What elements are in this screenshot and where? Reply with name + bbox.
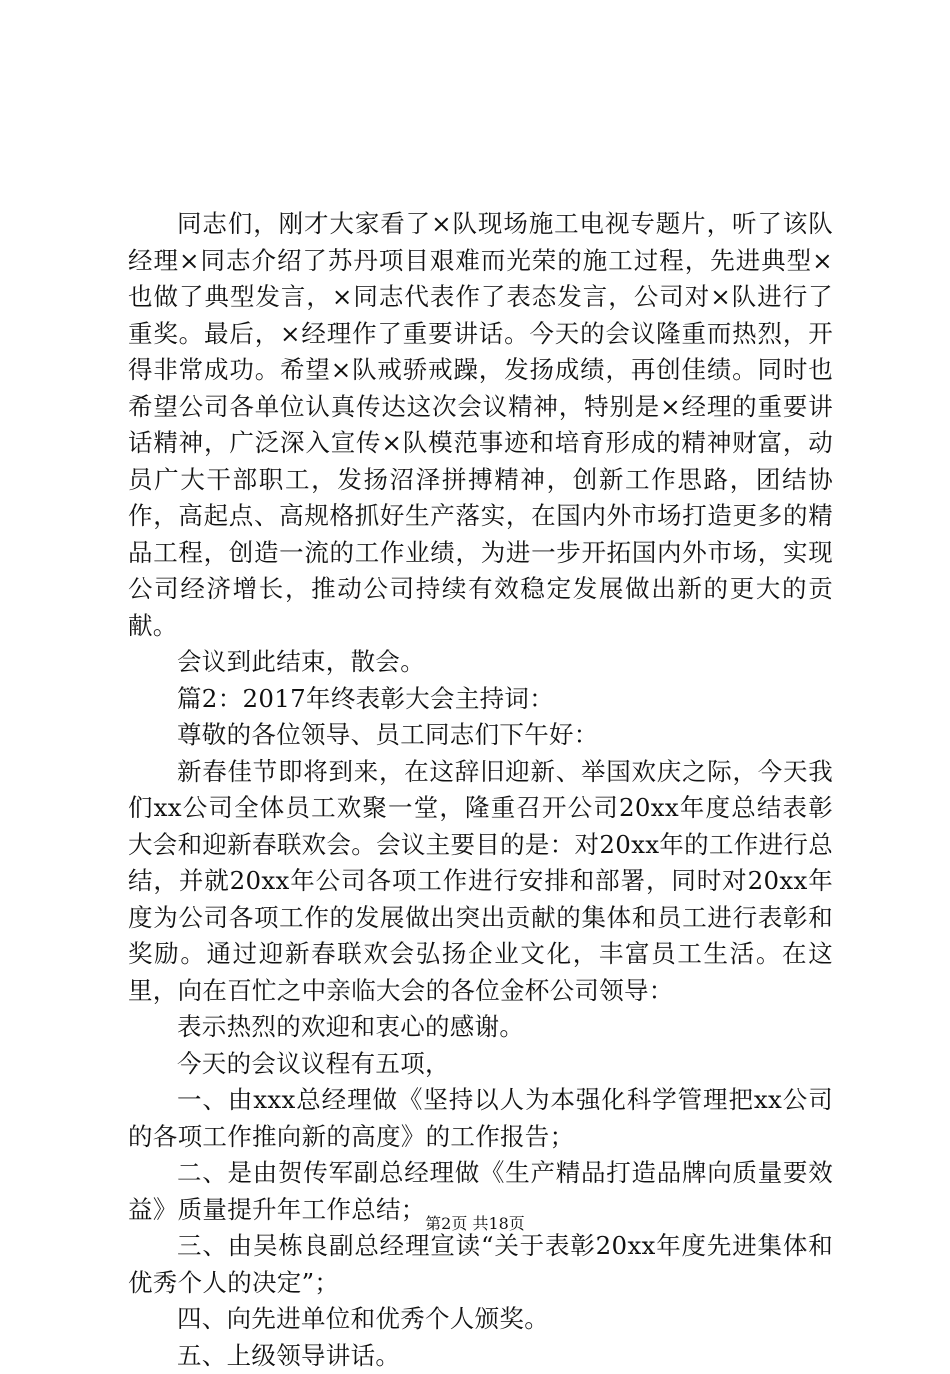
document-body [128,206,833,1374]
paragraph-greeting: 尊敬的各位领导、员工同志们下午好： [128,717,833,754]
paragraph-welcome: 表示热烈的欢迎和衷心的感谢。 [128,1009,833,1046]
agenda-item-4: 四、向先进单位和优秀个人颁奖。 [128,1301,833,1338]
section-heading: 篇2：2017年终表彰大会主持词： [128,681,833,718]
agenda-item-3: 三、由吴栋良副总经理宣读“关于表彰20xx年度先进集体和优秀个人的决定”； [128,1228,833,1301]
agenda-item-1: 一、由xxx总经理做《坚持以人为本强化科学管理把xx公司的各项工作推向新的高度》的工作报告； [128,1082,833,1155]
paragraph-opening: 新春佳节即将到来，在这辞旧迎新、举国欢庆之际，今天我们xx公司全体员工欢聚一堂，隆重召开公司20xx年度总结表彰大会和迎新春联欢会。会议主要目的是：对20xx年的工作进行总结，并就20xx年公司各项工作进行安排和部署，同时对20xx年度为公司各项工作的发展做出突出贡献的集体和员工进行表彰和奖励。通过迎新春联欢会弘扬企业文化，丰富员工生活。在这里，向在百忙之中亲临大会的各位金杯公司领导： [128,754,833,1010]
paragraph-closing-remarks: 同志们，刚才大家看了×队现场施工电视专题片，听了该队经理×同志介绍了苏丹项目艰难而光荣的施工过程，先进典型×也做了典型发言，×同志代表作了表态发言，公司对×队进行了重奖。最后，×经理作了重要讲话。今天的会议隆重而热烈，开得非常成功。希望×队戒骄戒躁，发扬成绩，再创佳绩。同时也希望公司各单位认真传达这次会议精神，特别是×经理的重要讲话精神，广泛深入宣传×队模范事迹和培育形成的精神财富，动员广大干部职工，发扬沼泽拼搏精神，创新工作思路，团结协作，高起点、高规格抓好生产落实，在国内外市场打造更多的精品工程，创造一流的工作业绩，为进一步开拓国内外市场，实现公司经济增长，推动公司持续有效稳定发展做出新的更大的贡献。 [128,206,833,644]
paragraph-agenda-intro: 今天的会议议程有五项， [128,1046,833,1083]
paragraph-meeting-adjourned: 会议到此结束，散会。 [128,644,833,681]
agenda-item-5: 五、上级领导讲话。 [128,1338,833,1374]
page-number-footer: 第2页 共18页 [0,1214,950,1234]
agenda-item-2: 二、是由贺传军副总经理做《生产精品打造品牌向质量要效益》质量提升年工作总结； [128,1155,833,1228]
